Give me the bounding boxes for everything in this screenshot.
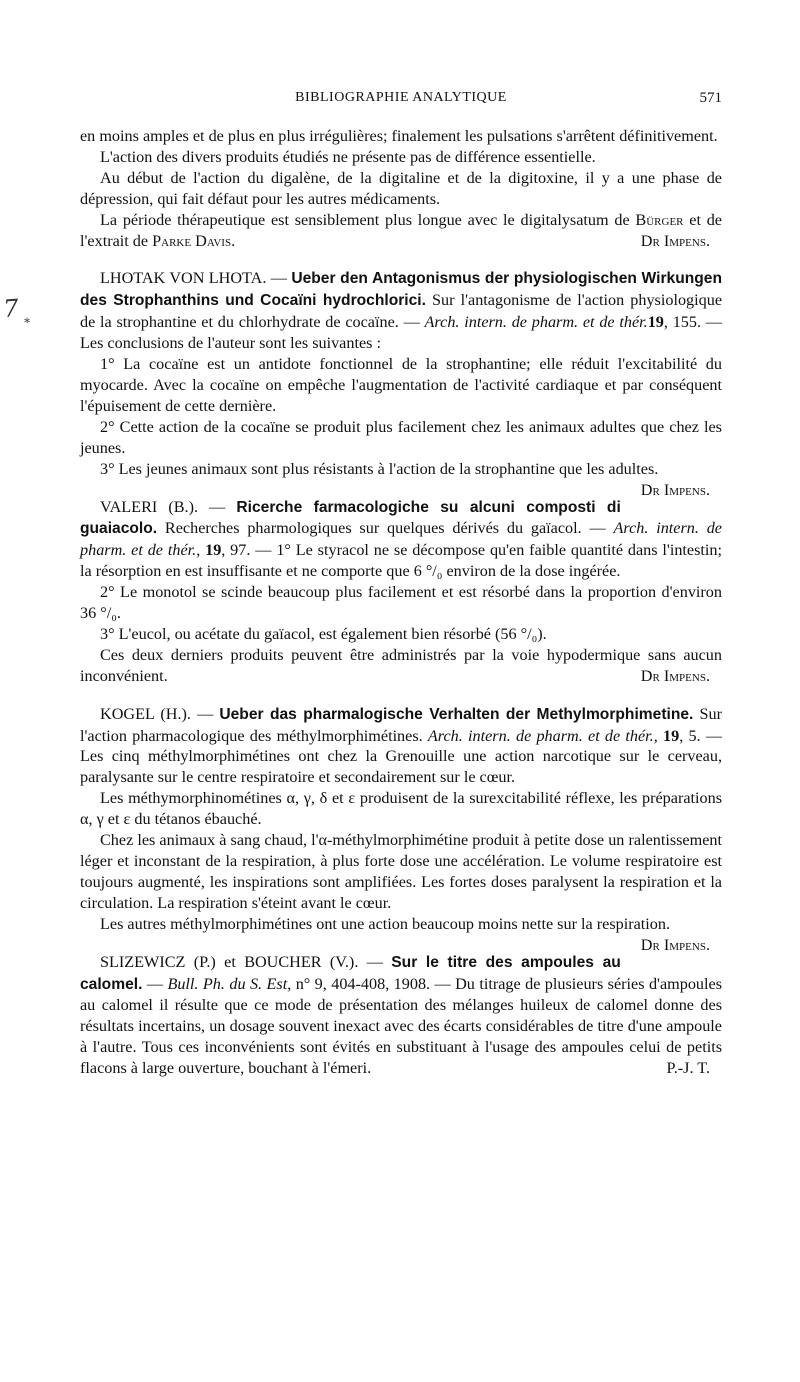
entry-title: Ueber den Antagonismus der physiologischen Wirkungen des Strophanthins und Cocaïni hydrochlorici. bbox=[80, 270, 722, 310]
intro-paragraph-4 bbox=[80, 210, 722, 252]
entry-title: Sur le titre des ampoules au calomel. bbox=[80, 953, 621, 993]
margin-mark-sub: * bbox=[23, 315, 31, 330]
signature: Dr Impens. bbox=[640, 480, 710, 499]
journal: Arch. intern. de pharm. et de thér. bbox=[427, 726, 654, 745]
entry-text: 3° Les jeunes animaux sont plus résistants à l'action de la strophantine que les adultes. bbox=[100, 459, 659, 478]
page-number: 571 bbox=[699, 90, 722, 106]
entry-slizewicz bbox=[80, 952, 722, 1079]
entry-pages: , 155. — Les conclusions de l'auteur sont les suivantes : bbox=[80, 313, 722, 353]
entry-summary: — bbox=[142, 974, 168, 993]
entry-title: Ueber das pharmalogische Verhalten der Methylmorphimetine. bbox=[219, 705, 694, 723]
entry-paragraph bbox=[80, 645, 722, 687]
journal: Arch. intern. de pharm. et de thér. bbox=[80, 519, 722, 560]
entry-paragraph bbox=[80, 914, 722, 954]
volume: 19 bbox=[205, 541, 222, 560]
volume: 19 bbox=[647, 313, 664, 332]
entry-paragraph: 2° Cette action de la cocaïne se produit plus facilement chez les animaux adultes que chez les jeunes. bbox=[80, 417, 722, 457]
margin-mark: 7 bbox=[2, 294, 20, 324]
entry-title: Ricerche farmacologiche su alcuni composti di guaiacolo. bbox=[80, 498, 621, 538]
entry-heading bbox=[80, 952, 722, 1079]
entry-paragraph: 2° Le monotol se scinde beaucoup plus facilement et est résorbé dans la proportion d'environ 36 °/₀. bbox=[80, 583, 722, 623]
intro-paragraph-1: en moins amples et de plus en plus irrégulières; finalement les pulsations s'arrêtent définitivement. bbox=[80, 127, 718, 145]
entry-paragraph: Chez les animaux à sang chaud, l'α-méthylmorphimétine produit à petite dose un ralentissement léger et inconstant de la respiration, à plus forte dose une accélération. Le volume respiratoire est toujours augmenté, les inspirations sont amplifiées. Les fortes doses paralysent la respiration et la circulation. La respiration s'éteint avant le cœur. bbox=[80, 831, 722, 912]
margin-annotation bbox=[2, 293, 37, 345]
name-parke-davis: Parke Davis bbox=[152, 231, 232, 250]
intro-text: . bbox=[231, 231, 236, 250]
dash: — bbox=[266, 269, 292, 288]
entry-paragraph bbox=[80, 459, 722, 499]
entry-heading: VALERI (B.). — Ricerche farmacologiche su alcuni composti di guaiacolo. Recherches pharmologiques sur quelques dérivés du gaïacol. — Arch. intern. de pharm. et de thér., 19, 97. — 1° Le styracol ne se décompose qu'en faible quantité dans l'intestin; la résorption en est insuffisante et ne comporte que 6 °/₀ environ de la dose ingérée. bbox=[80, 497, 722, 581]
intro-paragraph-2: L'action des divers produits étudiés ne présente pas de différence essentielle. bbox=[100, 147, 596, 166]
entry-author: LHOTAK VON LHOTA. bbox=[100, 269, 267, 288]
running-header bbox=[80, 88, 722, 112]
journal: Bull. Ph. du S. Est bbox=[167, 974, 288, 993]
dash: — bbox=[358, 952, 392, 971]
intro-text: et de l'extrait de bbox=[80, 210, 722, 250]
signature: P.-J. T. bbox=[666, 1059, 710, 1078]
page-body bbox=[80, 126, 722, 1079]
volume: 19 bbox=[663, 726, 680, 745]
signature: Dr Impens. bbox=[640, 935, 710, 954]
running-title: BIBLIOGRAPHIE ANALYTIQUE bbox=[295, 90, 507, 105]
dash: — bbox=[198, 497, 237, 516]
intro-paragraph-3: Au début de l'action du digalène, de la digitaline et de la digitoxine, il y a une phase de dépression, qui fait défaut pour les autres médicaments. bbox=[80, 168, 722, 208]
entry-paragraph: Les méthymorphinométines α, γ, δ et ε produisent de la surexcitabilité réflexe, les préparations α, γ et ε du tétanos ébauché. bbox=[80, 789, 722, 829]
entry-lhotak bbox=[80, 268, 723, 499]
entry-pages: , 5. — Les cinq méthylmorphimétines ont chez la Grenouille une action narcotique sur le cerveau, paralysante sur le centre respiratoire et secondairement sur le cœur. bbox=[80, 726, 722, 787]
entry-pages: , 97. — 1° Le styracol ne se décompose qu'en faible quantité dans l'intestin; la résorption en est insuffisante et ne comporte que 6 °/₀ environ de la dose ingérée. bbox=[80, 541, 722, 581]
journal: Arch. intern. de pharm. et de thér. bbox=[424, 313, 648, 332]
entry-author: SLIZEWICZ (P.) et BOUCHER (V.). bbox=[100, 952, 359, 971]
entry-text: Les autres méthylmorphimétines ont une action beaucoup moins nette sur la respiration. bbox=[100, 914, 671, 933]
entry-heading bbox=[80, 268, 722, 354]
intro-text: La période thérapeutique est sensiblement plus longue avec le digitalysatum de bbox=[100, 210, 636, 229]
entry-paragraph: 1° La cocaïne est un antidote fonctionnel de la strophantine; elle réduit l'excitabilité du myocarde. Avec la cocaïne on empêche l'augmentation de l'activité cardiaque et par conséquent l'épuisement de cette dernière. bbox=[80, 355, 722, 415]
entry-author: VALERI (B.). bbox=[100, 497, 199, 516]
entry-author: KOGEL (H.). bbox=[100, 704, 191, 723]
entry-text: Ces deux derniers produits peuvent être administrés par la voie hypodermique sans aucun inconvénient. bbox=[80, 645, 722, 685]
entry-summary: Sur l'antagonisme de l'action physiologique de la strophantine et du chlorhydrate de cocaïne. — bbox=[80, 291, 723, 332]
entry-summary: Sur l'action pharmacologique des méthylmorphimétines. bbox=[80, 704, 722, 745]
name-burger: Bürger bbox=[635, 210, 684, 229]
signature: Dr Impens. bbox=[640, 231, 710, 250]
entry-kogel bbox=[80, 704, 722, 954]
intro-section bbox=[80, 126, 722, 251]
entry-valeri bbox=[80, 497, 722, 687]
entry-paragraph: 3° L'eucol, ou acétate du gaïacol, est également bien résorbé (56 °/₀). bbox=[100, 624, 547, 643]
entry-summary: Recherches pharmologiques sur quelques dérivés du gaïacol. — bbox=[157, 519, 614, 538]
entry-heading: KOGEL (H.). — Ueber das pharmalogische Verhalten der Methylmorphimetine. Sur l'action pharmacologique des méthylmorphimétines. Arch. intern. de pharm. et de thér., 19, 5. — Les cinq méthylmorphimétines ont chez la Grenouille une action narcotique sur le cerveau, paralysante sur le centre respiratoire et secondairement sur le cœur. bbox=[80, 704, 722, 787]
dash: — bbox=[190, 704, 220, 723]
signature: Dr Impens. bbox=[640, 666, 710, 685]
entry-pages: , n° 9, 404-408, 1908. — Du titrage de plusieurs séries d'ampoules au calomel il résulte que ce mode de présentation des mélanges huileux de calomel donne des résultats incertains, un dosage souvent inexact avec des écarts considérables de titre d'une ampoule à l'autre. Tous ces inconvénients sont évités en substituant à l'usage des ampoules celui de petits flacons à large ouverture, bouchant à l'émeri. bbox=[80, 974, 722, 1078]
